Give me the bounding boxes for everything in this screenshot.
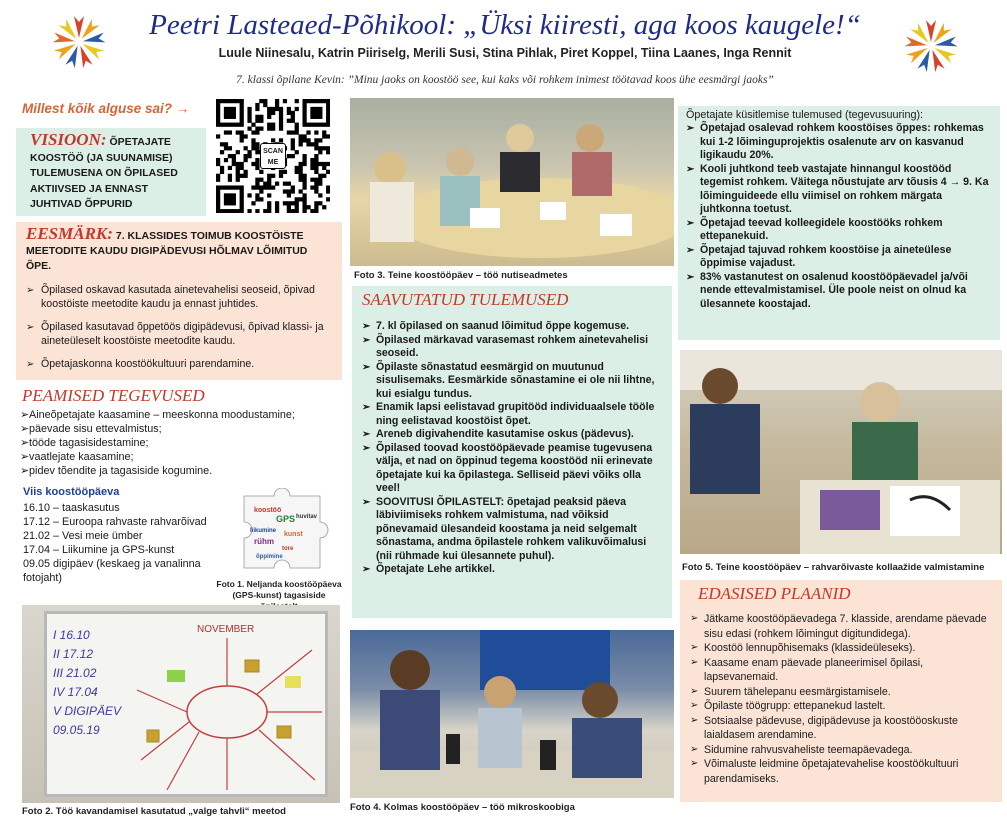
photo-4-scene-icon bbox=[350, 630, 674, 798]
svg-text:rühm: rühm bbox=[254, 537, 274, 546]
list-item: ➢pidev tõendite ja tagasiside kogumine. bbox=[20, 465, 213, 477]
photo-5-caption: Foto 5. Teine koostööpäev – rahvarõivaste kollaažide valmistamine bbox=[682, 562, 985, 573]
plans-box bbox=[680, 580, 1002, 802]
results-list bbox=[362, 320, 662, 577]
list-item: ➢ Areneb digivahendite kasutamise oskus (pädevus). bbox=[362, 428, 662, 442]
list-item: ➢ Õpilased märkavad varasemast rohkem ainetevahelisi seoseid. bbox=[362, 334, 662, 361]
list-item bbox=[362, 563, 662, 577]
list-item: 09.05 digipäev (keskaeg ja vanalinna fotojaht) bbox=[23, 558, 201, 584]
list-item: ➢ Enamik lapsi eelistavad grupitööd individuaalsele tööle ning eelistavad koostöist õpet. bbox=[362, 401, 662, 428]
goal-list bbox=[26, 284, 332, 372]
origin-label: Millest kõik alguse sai? → bbox=[22, 101, 190, 116]
svg-text:tore: tore bbox=[282, 546, 294, 552]
svg-text:huvitav: huvitav bbox=[296, 514, 318, 520]
photo-3-scene-icon bbox=[350, 98, 674, 266]
svg-text:GPS: GPS bbox=[276, 514, 296, 524]
photo-2-caption: Foto 2. Töö kavandamisel kasutatud „valge tahvli“ meetod bbox=[22, 806, 286, 817]
poster-title: Peetri Lasteaed-Põhikool: „Üksi kiiresti, aga koos kaugele!“ bbox=[149, 9, 861, 41]
list-item: ➢ Suurem tähelepanu eesmärgistamisele. bbox=[690, 685, 992, 700]
results-box bbox=[352, 286, 672, 618]
list-item: ➢vaatlejate kaasamine; bbox=[20, 451, 134, 463]
whiteboard-date: III 21.02 bbox=[53, 666, 97, 680]
list-item: ➢ SOOVITUSI ÕPILASTELT: õpetajad peaksid päeva läbiviimiseks rohkem valmistuma, nad võiksid põnevamaid ülesandeid koostama ja neid selgemalt sõnastama, andma õpilastele rohkem valikuvõimalusi (nii rühmade kui ülesannete puhul). bbox=[362, 496, 662, 564]
list-item: ➢Aineõpetajate kaasamine – meeskonna moodustamine; bbox=[20, 409, 295, 421]
list-item: ➢ Õpilased toovad koostööpäevade peamise tugevusena välja, et nad on õppinud tegema koostööd nii erinevate õpetajate kui ka õpilastega. Selliseid päevi võiks olla veel! bbox=[362, 442, 662, 496]
list-item: ➢ 83% vastanutest on osalenud koostööpäevadel ja/või nende ettevalmistamisel. Üle poole neist on olnud ka ülesannete koostajad. bbox=[686, 271, 992, 312]
activities-list bbox=[20, 408, 350, 478]
list-item: ➢ Kooli juhtkond teeb vastajate hinnangul koostööd tegemist rohkem. Väitega nõustujate arv tõusis 4 → 9. Ka lõiminguideede ellu viimisel on rohkem märgata juhtkonna toetust. bbox=[686, 163, 992, 217]
list-item: ➢ Kaasame enam päevade planeerimisel õpilasi, lapsevanemaid. bbox=[690, 656, 992, 685]
article-link[interactable]: Õpetajate Lehe artikkel. bbox=[376, 563, 495, 575]
list-item: ➢päevade sisu ettevalmistus; bbox=[20, 423, 162, 435]
whiteboard-date: II 17.12 bbox=[53, 647, 94, 661]
list-item: 17.12 – Euroopa rahvaste rahvarõivad bbox=[23, 516, 207, 528]
whiteboard-date: I 16.10 bbox=[53, 628, 90, 642]
list-item: ➢ Õpetajad osalevad rohkem koostöises õppes: rohkemas kui 1-2 lõiminguprojektis osalenute arv on kasvanud ligikaudu 20%. bbox=[686, 122, 992, 163]
days-list bbox=[23, 501, 223, 585]
plans-list bbox=[690, 612, 992, 786]
whiteboard-dates bbox=[53, 626, 123, 740]
list-item: ➢ Sidumine rahvusvaheliste teemapäevadega. bbox=[690, 743, 992, 758]
photo-5-collage bbox=[680, 350, 1002, 554]
whiteboard-date: V DIGIPÄEV 09.05.19 bbox=[53, 704, 122, 737]
list-item: ➢ Õpilased kasutavad õppetöös digipädevusi, õpivad klassi- ja aineteüleselt koostöiste meetodite kaudu. bbox=[26, 321, 332, 348]
list-item: ➢ Õpetajad teevad kolleegidele koostööks rohkem ettepanekuid. bbox=[686, 217, 992, 244]
whiteboard-surface bbox=[44, 611, 328, 797]
photo-1-puzzle-image bbox=[224, 488, 342, 578]
svg-text:liikumine: liikumine bbox=[250, 528, 277, 534]
list-item: ➢ Õpetajaskonna koostöökultuuri parendamine. bbox=[26, 358, 332, 372]
photo-3-students-tablets bbox=[350, 98, 674, 266]
school-logo-right-icon bbox=[896, 12, 966, 78]
list-item: ➢ Sotsiaalse pädevuse, digipädevuse ja koostööoskuste laialdasem arendamine. bbox=[690, 714, 992, 743]
list-item: ➢ Õpetajad tajuvad rohkem koostöise ja aineteülese õppimise vajadust. bbox=[686, 244, 992, 271]
svg-text:koostöö: koostöö bbox=[254, 507, 282, 514]
svg-text:õppimine: õppimine bbox=[256, 554, 283, 560]
goal-heading: EESMÄRK: bbox=[26, 224, 113, 243]
school-logo-left-icon bbox=[44, 8, 114, 74]
results-heading: SAAVUTATUD TULEMUSED bbox=[362, 290, 569, 309]
student-quote: 7. klassi õpilane Kevin: ”Minu jaoks on koostöö see, kui kaks või rohkem inimest töötavad koos ühe eesmärgi jaoks” bbox=[236, 74, 774, 86]
photo-3-caption: Foto 3. Teine koostööpäev – töö nutiseadmetes bbox=[354, 270, 568, 281]
survey-heading: Õpetajate küsitlemise tulemused (tegevusuuring): bbox=[686, 109, 924, 121]
goal-box bbox=[16, 222, 342, 380]
svg-text:kunst: kunst bbox=[284, 531, 303, 538]
survey-box bbox=[678, 106, 1000, 340]
list-item: ➢ Võimaluste leidmine õpetajatevahelise koostöökultuuri parendamiseks. bbox=[690, 757, 992, 786]
photo-4-caption: Foto 4. Kolmas koostööpäev – töö mikroskoobiga bbox=[350, 802, 575, 813]
vision-heading: VISIOON: bbox=[30, 130, 107, 149]
photo-4-microscope bbox=[350, 630, 674, 798]
goal-text: 7. KLASSIDES TOIMUB KOOSTÖISTE MEETODITE KAUDU DIGIPÄDEVUSI HÕLMAV LÕIMITUD ÕPE. bbox=[26, 230, 308, 272]
list-item: ➢ Õpilased oskavad kasutada ainetevahelisi seoseid, õpivad koostöiste meetodite kaudu ja ennast juhtides. bbox=[26, 284, 332, 311]
activities-heading: PEAMISED TEGEVUSED bbox=[22, 386, 205, 405]
list-item: ➢tööde tagasisidestamine; bbox=[20, 437, 149, 449]
list-item: ➢ Jätkame koostööpäevadega 7. klasside, arendame päevade sisu edasi (rohkem lõimingut digitundidega). bbox=[690, 612, 992, 641]
whiteboard-header: NOVEMBER bbox=[197, 624, 255, 635]
vision-box bbox=[16, 128, 206, 216]
list-item: ➢ Õpilaste töögrupp: ettepanekud lastelt. bbox=[690, 699, 992, 714]
list-item: 17.04 – Liikumine ja GPS-kunst bbox=[23, 544, 175, 556]
days-heading: Viis koostööpäeva bbox=[23, 486, 120, 498]
photo-5-scene-icon bbox=[680, 350, 1002, 554]
list-item: ➢ 7. kl õpilased on saanud lõimitud õppe kogemuse. bbox=[362, 320, 662, 334]
list-item: ➢ Õpilaste sõnastatud eesmärgid on muutunud sisulisemaks. Eesmärkide sõnastamine ei ole nii lihtne, kui esialgu tundus. bbox=[362, 361, 662, 402]
photo-1-caption: Foto 1. Neljanda koostööpäeva (GPS-kunst) tagasiside bbox=[216, 579, 342, 600]
vision-text: ÕPETAJATE KOOSTÖÖ (JA SUUNAMISE) TULEMUSENA ON ÕPILASED AKTIIVSED JA ENNAST JUHTIVAD ÕPPURID bbox=[30, 136, 178, 210]
qr-scan-label: SCAN ME bbox=[260, 143, 286, 169]
whiteboard-mindmap-icon bbox=[127, 630, 327, 794]
list-item: ➢ Koostöö lennupõhisemaks (klassideüleseks). bbox=[690, 641, 992, 656]
author-list: Luule Niinesalu, Katrin Piiriselg, Merili Susi, Stina Pihlak, Piret Koppel, Tiina Laanes, Inga Rennit bbox=[218, 46, 792, 60]
list-item: 21.02 – Vesi meie ümber bbox=[23, 530, 143, 542]
survey-list bbox=[686, 122, 992, 311]
whiteboard-date: IV 17.04 bbox=[53, 685, 98, 699]
list-item: 16.10 – taaskasutus bbox=[23, 502, 120, 514]
qr-code[interactable] bbox=[216, 99, 330, 213]
plans-heading: EDASISED PLAANID bbox=[698, 584, 851, 603]
photo-2-whiteboard bbox=[22, 605, 340, 803]
